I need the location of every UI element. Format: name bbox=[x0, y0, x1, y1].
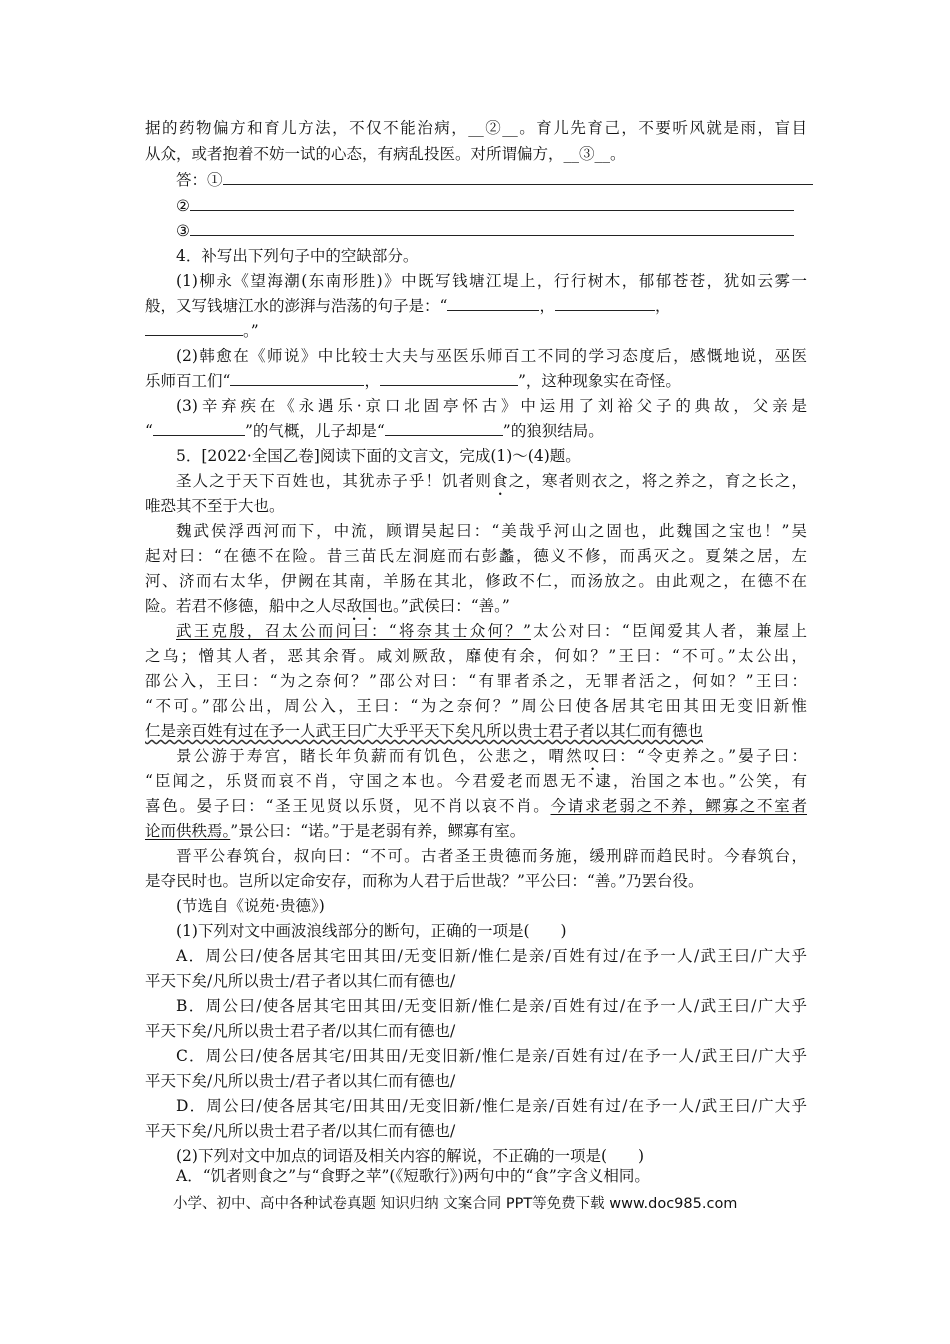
q5-sub1-title: (1)下列对文中画波浪线部分的断句，正确的一项是( ) bbox=[176, 922, 567, 940]
q4-s2-comma: ， bbox=[364, 372, 380, 390]
q4-s3-blank-2 bbox=[385, 421, 503, 436]
q5-p3-line-3: 邵公入，王曰：“为之奈何？”邵公对曰：“有罪者杀之，无罪者活之，何如？”王曰： bbox=[145, 672, 807, 690]
answer-num-2: ② bbox=[176, 197, 190, 215]
q5-p4-line-4 bbox=[145, 821, 807, 841]
answer-blank-2 bbox=[190, 196, 794, 211]
q5-p5-line-2: 是夺民时也。岂所以定命安存，而称为人君于后世哉？”平公曰：“善。”乃罢台役。 bbox=[145, 872, 704, 890]
q5-option-b-line-1: B．周公曰/使各居其宅田其田/无变旧新/惟仁是亲/百姓有过/在予一人/武王曰/广大乎 bbox=[176, 997, 807, 1015]
answer-line-1 bbox=[176, 170, 807, 190]
q5-p4-text-c: 曰：“令吏养之。”晏子曰： bbox=[601, 747, 807, 765]
q5-option-a-line-1: A．周公曰/使各居其宅田其田/无变旧新/惟仁是亲/百姓有过/在予一人/武王曰/广大乎 bbox=[176, 947, 807, 965]
q4-title: 4．补写出下列句子中的空缺部分。 bbox=[176, 247, 419, 265]
q5-dotted-diguo: 敌国 bbox=[346, 597, 378, 615]
q4-s1-line-1: (1)柳永《望海潮(东南形胜)》中既写钱塘江堤上，行行树木，郁郁苍苍，犹如云雾一 bbox=[176, 272, 807, 290]
q4-s3-line-1: (3)辛弃疾在《永遇乐·京口北固亭怀古》中运用了刘裕父子的典故，父亲是 bbox=[176, 397, 807, 415]
q4-s2-blank-1 bbox=[230, 371, 364, 386]
q4-s2-text-b: ”，这种现象实在奇怪。 bbox=[517, 372, 681, 390]
q5-option-d-line-1: D．周公曰/使各居其宅/田其田/无变旧新/惟仁是亲/百姓有过/在予一人/武王曰/广大乎 bbox=[176, 1097, 807, 1115]
q5-p1-line-1 bbox=[176, 471, 807, 499]
q4-s2-text-a: 乐师百工们“ bbox=[145, 372, 231, 390]
answer-line-2 bbox=[176, 196, 807, 216]
q5-option-b-line-2: 平天下矣/凡所以贵士君子者/以其仁而有德也/ bbox=[145, 1022, 456, 1040]
q4-s3-line-2 bbox=[145, 421, 807, 441]
q5-underlined-sentence-2a: 今请求老弱之不养，鳏寡之不室者 bbox=[550, 797, 807, 815]
q5-option-c-line-2: 平天下矣/凡所以贵士/君子者以其仁而有德也/ bbox=[145, 1072, 456, 1090]
q4-s3-text-b: ”的气概，儿子却是“ bbox=[244, 422, 385, 440]
q5-p3-line-1 bbox=[176, 621, 807, 641]
q5-underlined-sentence-1: 武王克殷，召太公而问曰：“将奈其士众何？” bbox=[176, 622, 531, 640]
q5-p2-line-1: 魏武侯浮西河而下，中流，顾谓吴起曰：“美哉乎河山之固也，此魏国之宝也！”吴 bbox=[176, 522, 807, 540]
q5-p4-text-4b: ”景公曰：“诺。”于是老弱有养，鳏寡有室。 bbox=[230, 822, 526, 840]
q4-s2-line-1: (2)韩愈在《师说》中比较士大夫与巫医乐师百工不同的学习态度后，感慨地说，巫医 bbox=[176, 347, 807, 365]
q4-s1-line-2 bbox=[145, 296, 807, 316]
q5-underlined-sentence-2b: 论而供秩焉。 bbox=[145, 822, 231, 840]
q4-s1-text: 般，又写钱塘江水的澎湃与浩荡的句子是：“ bbox=[145, 297, 448, 315]
q5-p2-line-4 bbox=[145, 596, 807, 624]
q5-p3-text-4a: “不可。”邵公出，周公入，王曰：“为之奈何？”周公曰使各居其宅田其田无变旧新惟 bbox=[145, 697, 807, 715]
q5-p1-text-c: 之，寒者则衣之，将之养之，育之长之， bbox=[508, 472, 807, 490]
q5-p4-text-3a: 喜色。晏子曰：“圣王见贤以乐贤，见不肖以哀不肖。 bbox=[145, 797, 551, 815]
q5-p3-text-b: 太公对曰：“臣闻爱其人者，兼屋上 bbox=[530, 622, 807, 640]
q4-s1-comma: ， bbox=[539, 297, 555, 315]
q5-p3-line-5 bbox=[145, 721, 807, 741]
q4-s1-blank-1 bbox=[447, 296, 539, 311]
answer-label: 答：① bbox=[176, 171, 223, 189]
page-footer: 小学、初中、高中各种试卷真题 知识归纳 文案合同 PPT等免费下载 www.doc985.com bbox=[173, 1196, 738, 1212]
q5-p3-line-4 bbox=[145, 696, 807, 716]
q5-option-d-line-2: 平天下矣/凡所以贵士君子者/以其仁而有德也/ bbox=[145, 1122, 456, 1140]
q5-p4-line-2: “臣闻之，乐贤而哀不肖，守国之本也。今君爱老而恩无不逮，治国之本也。”公笑，有 bbox=[145, 772, 807, 790]
q4-s3-text-a: “ bbox=[145, 422, 153, 440]
q5-option-a-line-2: 平天下矣/凡所以贵士/君子者以其仁而有德也/ bbox=[145, 972, 456, 990]
q4-s3-text-c: ”的狼狈结局。 bbox=[502, 422, 604, 440]
q5-p4-text-a: 景公游于寿宫，睹长年负薪而有饥色，公悲之，喟然 bbox=[176, 747, 584, 765]
q4-s1-line-3 bbox=[145, 321, 807, 341]
q5-p1-line-2: 唯恐其不至于大也。 bbox=[145, 497, 285, 515]
q5-sub2-option-a: A．“饥者则食之”与“食野之苹”(《短歌行》)两句中的“食”字含义相同。 bbox=[176, 1167, 650, 1185]
q5-p5-line-1: 晋平公春筑台，叔向曰：“不可。古者圣王贵德而务施，缓刑辟而趋民时。今春筑台， bbox=[176, 847, 807, 865]
q5-p1-text-a: 圣人之于天下百姓也，其犹赤子乎！饥者则 bbox=[176, 472, 493, 490]
answer-num-3: ③ bbox=[176, 222, 190, 240]
answer-blank-3 bbox=[190, 221, 794, 236]
q5-wavy-passage: 仁是亲百姓有过在予一人武王曰广大乎平天下矣凡所以贵士君子者以其仁而有德也 bbox=[145, 722, 704, 740]
q5-p2-line-2: 起对曰：“在德不在险。昔三苗氏左洞庭而右彭蠡，德义不修，而禹灭之。夏桀之居，左 bbox=[145, 547, 807, 565]
q4-s3-blank-1 bbox=[153, 421, 245, 436]
intro-line-2: 从众，或者抱着不妨一试的心态，有病乱投医。对所谓偏方，__③__。 bbox=[145, 145, 626, 163]
q4-s1-blank-2 bbox=[555, 296, 655, 311]
q5-option-c-line-1: C．周公曰/使各居其宅/田其田/无变旧新/惟仁是亲/百姓有过/在予一人/武王曰/广大乎 bbox=[176, 1047, 807, 1065]
q5-title: 5．[2022·全国乙卷]阅读下面的文言文，完成(1)～(4)题。 bbox=[176, 447, 581, 465]
intro-line-1: 据的药物偏方和育儿方法，不仅不能治病，__②__。育儿先育己，不要听风就是雨，盲目 bbox=[145, 119, 807, 137]
q4-s1-end: 。” bbox=[243, 322, 259, 340]
q5-dotted-shi: 食 bbox=[492, 472, 509, 490]
q4-s2-blank-2 bbox=[380, 371, 518, 386]
q5-source: (节选自《说苑·贵德》) bbox=[176, 897, 325, 915]
answer-line-3 bbox=[176, 221, 807, 241]
q5-p3-line-2: 之乌；憎其人者，恶其余胥。咸刘厥敌，靡使有余，何如？”王曰：“不可。”太公出， bbox=[145, 647, 807, 665]
q4-s1-comma-2: ， bbox=[654, 297, 671, 315]
q4-s2-line-2 bbox=[145, 371, 807, 391]
q4-s1-blank-3 bbox=[145, 321, 243, 336]
q5-p4-line-3 bbox=[145, 796, 807, 816]
q5-p4-line-1 bbox=[176, 746, 807, 774]
q5-p2-text-c: 也。”武侯曰：“善。” bbox=[377, 597, 510, 615]
q5-p2-text-a: 险。若君不修德，船中之人尽 bbox=[145, 597, 347, 615]
q5-dotted-tan: 叹 bbox=[583, 747, 602, 765]
q5-p2-line-3: 河、济而右太华，伊阙在其南，羊肠在其北，修政不仁，而汤放之。由此观之，在德不在 bbox=[145, 572, 807, 590]
q5-sub2-title: (2)下列对文中加点的词语及相关内容的解说，不正确的一项是( ) bbox=[176, 1147, 645, 1165]
answer-blank-1 bbox=[223, 170, 813, 185]
